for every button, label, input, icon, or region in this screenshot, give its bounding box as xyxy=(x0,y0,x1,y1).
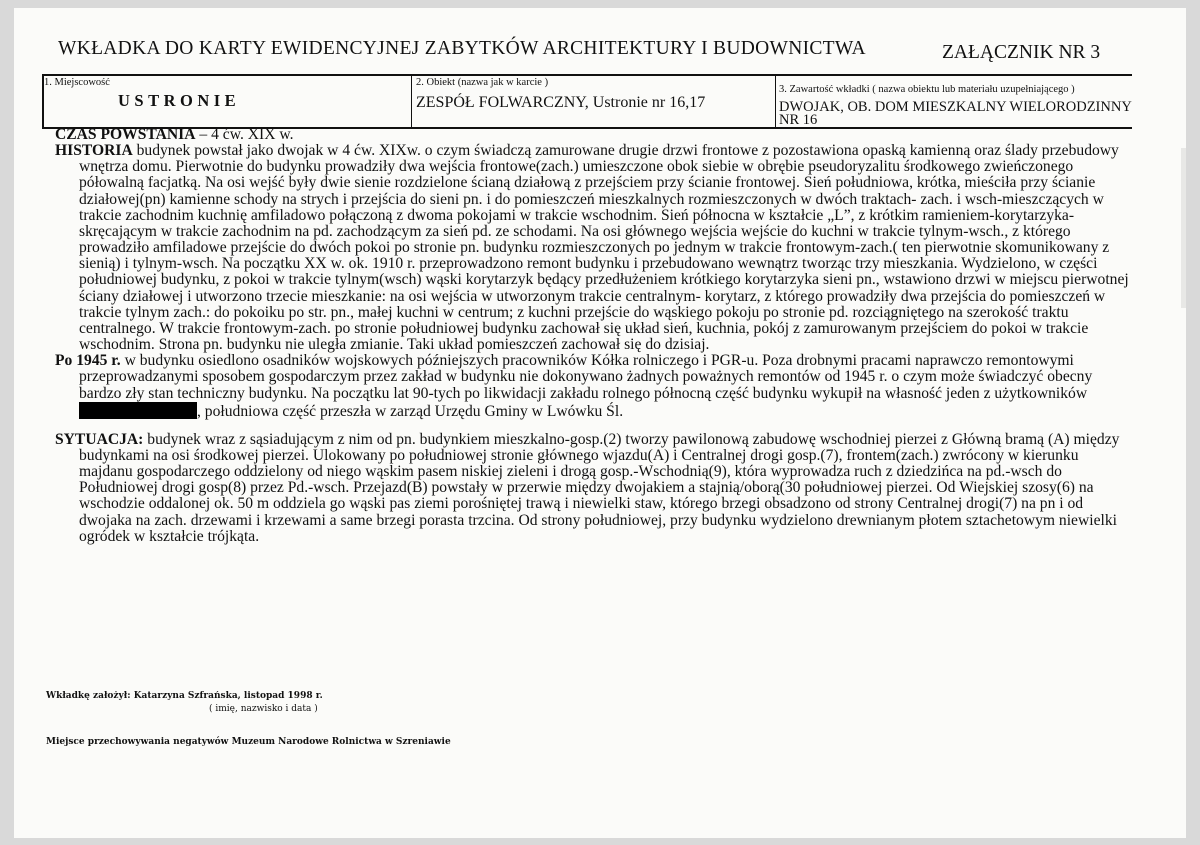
table-divider-1 xyxy=(411,74,412,128)
po1945-text: w budynku osiedlono osadników wojskowych późniejszych pracowników Kółka rolniczego i PGR-u. Poza drobnymi pracami naprawczo remontowymi przeprowadzanymi sposobem gospodarczym przez zakład w budynku nie dokonywano żadnych poważnych remontów od 1945 r. o czym może świadczyć obecny bardzo zły stan techniczny budynku. Na początku lat 90-tych po likwidacji zakładu rolnego północną część budynku wykupił na własność jeden z użytkowników xyxy=(79,352,1093,402)
locality-value: USTRONIE xyxy=(118,91,241,110)
po1945-paragraph xyxy=(55,353,1133,420)
document-body xyxy=(55,127,1133,545)
sytuacja-label: SYTUACJA: xyxy=(55,430,144,448)
document-page xyxy=(14,8,1186,838)
form-title: WKŁADKA DO KARTY EWIDENCYJNEJ ZABYTKÓW ARCHITEKTURY I BUDOWNICTWA xyxy=(58,38,866,59)
contents-label: 3. Zawartość wkładki ( nazwa obiektu lub materiału uzupełniającego ) xyxy=(779,84,1075,95)
czas-paragraph xyxy=(55,127,1133,143)
scan-edge xyxy=(1181,148,1186,308)
table-divider-2 xyxy=(775,74,776,128)
object-value: ZESPÓŁ FOLWARCZNY, Ustronie nr 16,17 xyxy=(416,94,706,111)
czas-label: CZAS POWSTANIA xyxy=(55,126,196,143)
sytuacja-paragraph xyxy=(55,432,1133,545)
sytuacja-text: budynek wraz z sąsiadującym z nim od pn. budynkiem mieszkalno-gosp.(2) tworzy pawilonową zabudowę wschodniej pierzei z Główną bramą (A) między budynkami na osi środkowej pierzei. Ulokowany po południowej stronie głównego wjazdu(A) i Centralnej drogi gosp.(7), frontem(zach.) zwrócony w kierunku majdanu gospodarczego oddzielony od niego wąskim pasem niskiej zieleni i drogą gosp.-Wschodnią(9), która wyprowadza ruch z dziedzińca na pd.-wsch do Południowej drogi gosp(8) przez Pd.-wsch. Przejazd(B) powstały w przerwie między dwojakiem a stajnią/oborą(30 południowej pierzei. Od Wiejskiej szosy(6) na wschodzie oddalonej ok. 50 m oddziela go wąski pas ziemi porośniętej trawą i niewielki staw, którego brzegi obsadzono od strony Centralnej drogi(7) na pn i od dwojaka na zach. drzewami i krzewami a same brzegi porasta trzcina. Od strony południowej, przy budynku wydzielono drewnianym płotem sztachetowym niewielki ogródek w kształcie trójkąta. xyxy=(79,430,1120,545)
contents-value-line1: DWOJAK, OB. DOM MIESZKALNY WIELORODZINNY xyxy=(779,99,1132,115)
author-sub: ( imię, nazwisko i data ) xyxy=(209,704,318,714)
table-top-rule xyxy=(42,74,1132,76)
annex-number: ZAŁĄCZNIK NR 3 xyxy=(942,42,1101,63)
object-label: 2. Obiekt (nazwa jak w karcie ) xyxy=(416,77,549,88)
historia-label: HISTORIA xyxy=(55,142,133,160)
storage-line: Miejsce przechowywania negatywów Muzeum Narodowe Rolnictwa w Szreniawie xyxy=(46,737,451,747)
historia-text: budynek powstał jako dwojak w 4 ćw. XIXw. o czym świadczą zamurowane drugie drzwi frontowe z pozostawiona opaską kamienną oraz ślady przebudowy wnętrza domu. Pierwotnie do budynku prowadziły dwa wejścia frontowe(zach.) umieszczone obok siebie w obrębie pseudoryzalitu środkowego zwieńczonego półowalną facjatką. Na osi wejść były dwie sienie rozdzielone ścianą działową z przejściem przy ścianie frontowej. Sień południowa, krótka, mieściła przy ścianie działowej(pn) kamienne schody na strych i przejścia do sieni pn. i do pomieszczeń mieszkalnych rozmieszczonych w dwóch traktach- zach. i wsch-mieszczących w trakcie zachodnim kuchnię amfiladowo połączoną z dwoma pokojami w trakcie wschodnim. Sień północna w kształcie „L”, z krótkim ramieniem-korytarzyka- skręcającym w trakcie zachodnim na pd. zachodzącym za sień pd. ze schodami. Na osi głównego wejścia wejście do kuchni w trakcie tylnym-wsch., z którego prowadziło amfiladowe przejście do dwóch pokoi po stronie pn. budynku rozmieszczonych po jednym w trakcie frontowym-zach.( ten pierwotnie skomunikowany z sienią) i tylnym-wsch. Na początku XX w. ok. 1910 r. przeprowadzono remont budynku i przebudowano wewnątrz tworząc trzy mieszkania. Wydzielono, w części południowej budynku, z pokoi w trakcie tylnym(wsch) wąski korytarzyk będący przedłużeniem krótkiego korytarzyka sieni pn., wstawiono drzwi w miejscu pierwotnej ściany działowej i utworzono trzecie mieszkanie: na osi wejścia w utworzonym trakcie centralnym- korytarz, z którego prowadziły dwa przejścia do pomieszczeń w trakcie tylnym zach.: do pokoiku po str. pn., małej kuchni w centrum; z kuchni przejście do wąskiego pokoju po stronie pd. rozciągniętego na szerokość traktu centralnego. W trakcie frontowym-zach. po stronie południowej budynku zachował się układ sień, kuchnia, pokój z zamurowanym przejściem do pokoi w trakcie wschodnim. Strona pn. budynku nie uległa zmianie. Taki układ pomieszczeń zachował się do dzisiaj. xyxy=(79,142,1129,354)
redaction-block xyxy=(79,402,197,419)
po1945-text-end: , południowa część przeszła w zarząd Urzędu Gminy w Lwówku Śl. xyxy=(197,402,624,420)
locality-label: 1. Miejscowość xyxy=(44,77,110,88)
author-line: Wkładkę założył: Katarzyna Szfrańska, listopad 1998 r. xyxy=(46,691,323,701)
czas-text: – 4 ćw. XIX w. xyxy=(195,126,294,143)
po1945-label: Po 1945 r. xyxy=(55,352,121,370)
historia-paragraph xyxy=(55,143,1133,353)
contents-value-line2: NR 16 xyxy=(779,112,818,128)
